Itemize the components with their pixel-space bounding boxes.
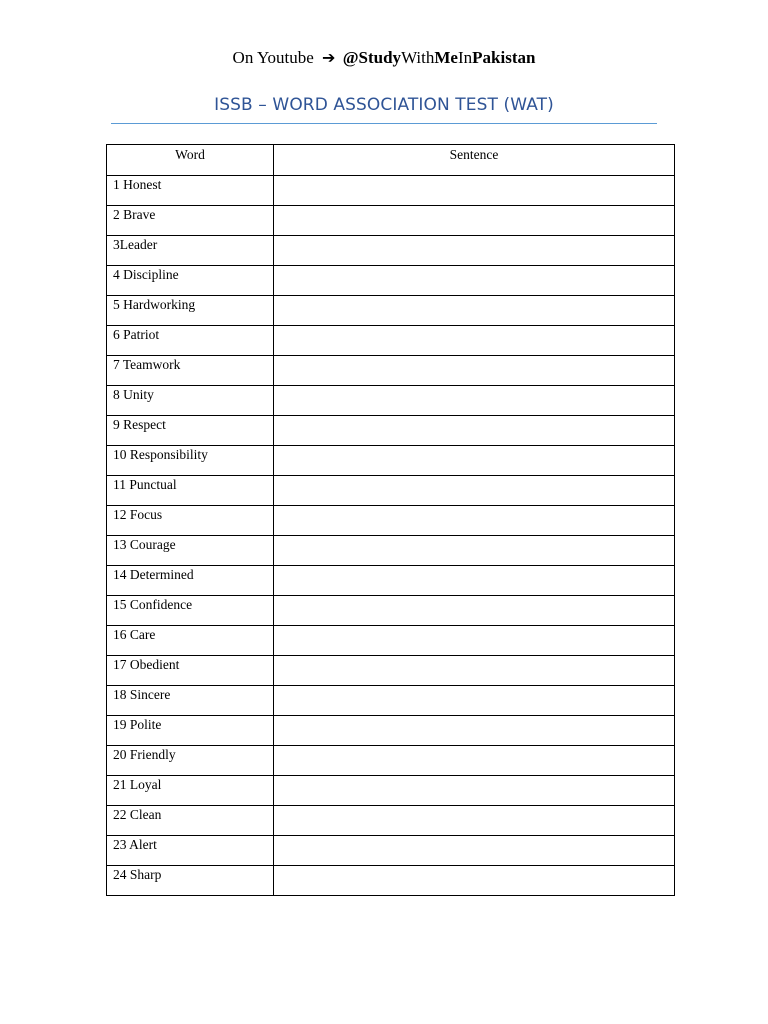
sentence-cell[interactable]: [274, 806, 675, 836]
table-row: [107, 236, 675, 266]
sentence-cell[interactable]: [274, 416, 675, 446]
word-association-table: [106, 144, 675, 896]
sentence-cell[interactable]: [274, 326, 675, 356]
word-cell: 1 Honest: [107, 176, 274, 206]
column-header-sentence: Sentence: [274, 145, 675, 176]
word-cell: 20 Friendly: [107, 746, 274, 776]
table-row: [107, 176, 675, 206]
table-row: [107, 776, 675, 806]
table-header-row: [107, 145, 675, 176]
table-row: [107, 566, 675, 596]
table-row: [107, 296, 675, 326]
table-row: [107, 686, 675, 716]
table-row: [107, 716, 675, 746]
word-cell: 21 Loyal: [107, 776, 274, 806]
word-cell: 11 Punctual: [107, 476, 274, 506]
sentence-cell[interactable]: [274, 776, 675, 806]
table-row: [107, 506, 675, 536]
sentence-cell[interactable]: [274, 716, 675, 746]
table-row: [107, 386, 675, 416]
sentence-cell[interactable]: [274, 386, 675, 416]
table-body: [107, 176, 675, 896]
table-row: [107, 206, 675, 236]
sentence-cell[interactable]: [274, 626, 675, 656]
table-row: [107, 536, 675, 566]
document-title: ISSB – WORD ASSOCIATION TEST (WAT): [214, 95, 554, 115]
column-header-word: Word: [107, 145, 274, 176]
word-cell: 8 Unity: [107, 386, 274, 416]
sentence-cell[interactable]: [274, 746, 675, 776]
word-cell: 12 Focus: [107, 506, 274, 536]
sentence-cell[interactable]: [274, 356, 675, 386]
table-row: [107, 326, 675, 356]
table-row: [107, 656, 675, 686]
handle-pakistan: Pakistan: [472, 48, 536, 67]
word-cell: 6 Patriot: [107, 326, 274, 356]
table-row: [107, 866, 675, 896]
sentence-cell[interactable]: [274, 446, 675, 476]
handle-at: @: [342, 48, 359, 67]
table-row: [107, 626, 675, 656]
word-cell: 18 Sincere: [107, 686, 274, 716]
word-cell: 24 Sharp: [107, 866, 274, 896]
table-row: [107, 806, 675, 836]
sentence-cell[interactable]: [274, 236, 675, 266]
title-underline-rule: [111, 123, 657, 124]
handle-study: Study: [358, 48, 402, 67]
sentence-cell[interactable]: [274, 656, 675, 686]
word-cell: 10 Responsibility: [107, 446, 274, 476]
right-arrow-icon: ➔: [322, 48, 336, 67]
word-cell: 19 Polite: [107, 716, 274, 746]
word-cell: 17 Obedient: [107, 656, 274, 686]
word-cell: 23 Alert: [107, 836, 274, 866]
table-row: [107, 836, 675, 866]
table-row: [107, 446, 675, 476]
handle-me: Me: [434, 48, 458, 67]
sentence-cell[interactable]: [274, 266, 675, 296]
word-cell: 15 Confidence: [107, 596, 274, 626]
sentence-cell[interactable]: [274, 596, 675, 626]
word-cell: 9 Respect: [107, 416, 274, 446]
channel-handle: [343, 48, 536, 67]
table-row: [107, 416, 675, 446]
word-cell: 3Leader: [107, 236, 274, 266]
sentence-cell[interactable]: [274, 566, 675, 596]
sentence-cell[interactable]: [274, 476, 675, 506]
sentence-cell[interactable]: [274, 836, 675, 866]
word-cell: 14 Determined: [107, 566, 274, 596]
table-row: [107, 356, 675, 386]
word-cell: 7 Teamwork: [107, 356, 274, 386]
sentence-cell[interactable]: [274, 176, 675, 206]
table-row: [107, 476, 675, 506]
sentence-cell[interactable]: [274, 686, 675, 716]
sentence-cell[interactable]: [274, 296, 675, 326]
word-cell: 16 Care: [107, 626, 274, 656]
word-cell: 22 Clean: [107, 806, 274, 836]
sentence-cell[interactable]: [274, 536, 675, 566]
handle-in: In: [457, 48, 473, 67]
table-row: [107, 746, 675, 776]
table-row: [107, 596, 675, 626]
youtube-promo-line: [0, 46, 768, 70]
word-cell: 5 Hardworking: [107, 296, 274, 326]
word-cell: 4 Discipline: [107, 266, 274, 296]
youtube-label: On Youtube: [232, 48, 314, 67]
table-row: [107, 266, 675, 296]
sentence-cell[interactable]: [274, 206, 675, 236]
word-cell: 2 Brave: [107, 206, 274, 236]
sentence-cell[interactable]: [274, 866, 675, 896]
word-cell: 13 Courage: [107, 536, 274, 566]
sentence-cell[interactable]: [274, 506, 675, 536]
handle-with: With: [401, 48, 435, 67]
